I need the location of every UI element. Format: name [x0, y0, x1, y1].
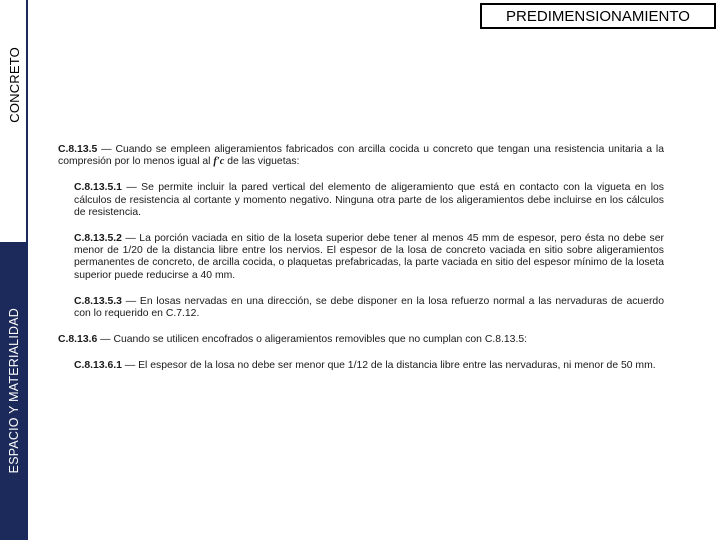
clause-text-after: de las viguetas:	[224, 156, 300, 168]
page-title: PREDIMENSIONAMIENTO	[506, 7, 690, 25]
formula-fc: f′c	[213, 156, 225, 168]
clause-text: — La porción vaciada en sitio de la loseta superior debe tener al menos 45 mm de espesor, pero ésta no debe ser menor de 1/20 de la distancia libre entre los nervios. El espesor de la losa de concreto vaciada en sitio sobre aligeramientos permanentes de concreto, de arcilla cocida, o plaquetas prefabricadas, la parte vaciada en sitio del espesor mínimo de la loseta superior puede reducirse a 40 mm.	[74, 233, 664, 281]
document-excerpt	[58, 144, 664, 387]
sidebar-label-espacio-text: ESPACIO Y MATERIALIDAD	[7, 308, 21, 474]
sidebar-label-espacio	[0, 242, 28, 540]
page-title-box	[480, 3, 716, 29]
clause-code: C.8.13.6	[58, 334, 98, 346]
sidebar-label-concreto-text: CONCRETO	[6, 47, 22, 123]
clause-code: C.8.13.5.1	[74, 182, 122, 194]
clause-text: — Se permite incluir la pared vertical del elemento de aligeramiento que está en contacto con la vigueta en los cálculos de resistencia al cortante y momento negativo. Ninguna otra parte de los aligeramientos debe incluirse en los cálculos de resistencia.	[74, 182, 664, 218]
paragraph-c8-13-6-1	[58, 360, 664, 372]
clause-text: — El espesor de la losa no debe ser menor que 1/12 de la distancia libre entre las nervaduras, ni menor de 50 mm.	[121, 360, 656, 372]
clause-text: — Cuando se empleen aligeramientos fabricados con arcilla cocida u concreto que tengan una resistencia unitaria a la compresión por lo menos igual al	[58, 144, 664, 168]
paragraph-c8-13-5	[58, 144, 664, 168]
clause-code: C.8.13.5.2	[74, 233, 122, 245]
clause-code: C.8.13.5	[58, 144, 98, 155]
paragraph-c8-13-5-3	[58, 296, 664, 320]
paragraph-c8-13-5-2	[58, 233, 664, 282]
clause-text: — En losas nervadas en una dirección, se debe disponer en la losa refuerzo normal a las nervaduras de acuerdo con lo requerido en C.7.12.	[74, 295, 664, 320]
clause-code: C.8.13.5.3	[74, 295, 122, 307]
paragraph-c8-13-6	[58, 334, 664, 346]
sidebar-label-concreto	[0, 0, 28, 170]
paragraph-c8-13-5-1	[58, 182, 664, 219]
clause-text: — Cuando se utilicen encofrados o aligeramientos removibles que no cumplan con C.8.13.5:	[97, 334, 528, 346]
clause-code: C.8.13.6.1	[74, 360, 122, 372]
